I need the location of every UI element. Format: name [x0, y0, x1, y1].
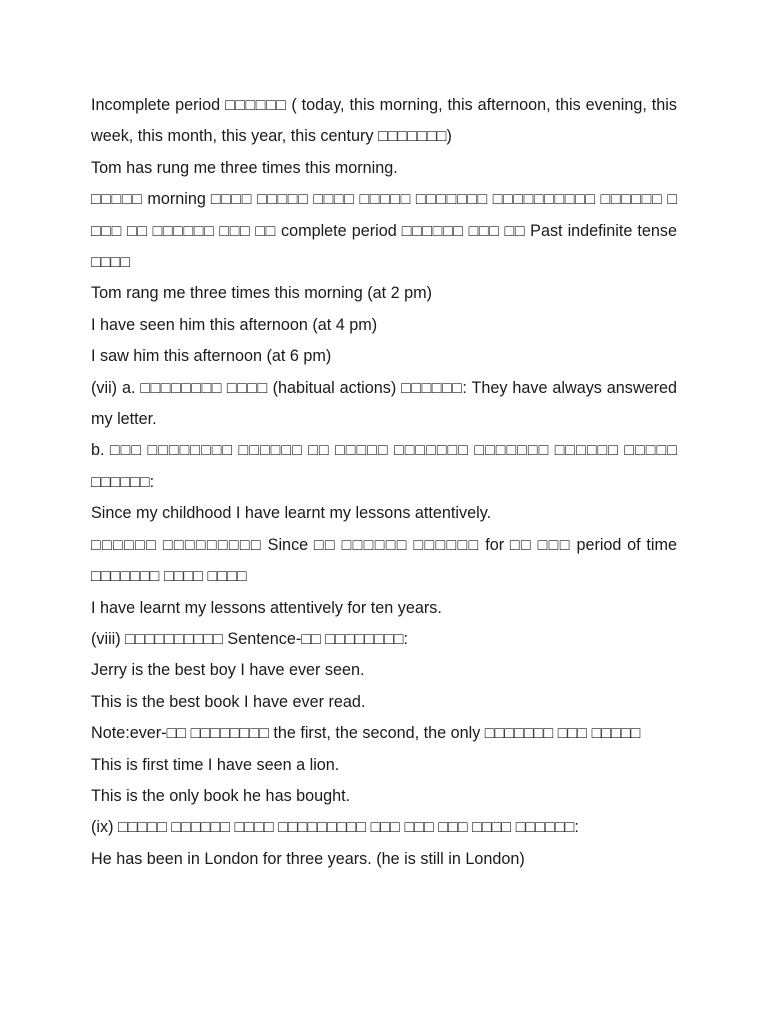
document-body [91, 90, 677, 875]
paragraph-incomplete-period: Incomplete period □□□□□□ ( today, this morning, this afternoon, this evening, this week, this month, this year, this century □□□□□□□) [91, 96, 677, 146]
example-since-childhood: Since my childhood I have learnt my lessons attentively. [91, 504, 492, 523]
example-only-book: This is the only book he has bought. [91, 786, 351, 805]
paragraph-vii-b: b. □□□ □□□□□□□□ □□□□□□ □□ □□□□□ □□□□□□□ □□□□□□□ □□□□□□ □□□□□ □□□□□□: [91, 441, 677, 491]
paragraph-ix: (ix) □□□□□ □□□□□□ □□□□ □□□□□□□□□ □□□ □□□ □□□ □□□□ □□□□□□: [91, 818, 579, 837]
example-saw-him: I saw him this afternoon (at 6 pm) [91, 347, 332, 366]
paragraph-note-ever: Note:ever-□□ □□□□□□□□ the first, the second, the only □□□□□□□ □□□ □□□□□ [91, 724, 641, 743]
example-jerry: Jerry is the best boy I have ever seen. [91, 661, 365, 680]
paragraph-morning-note: □□□□□ morning □□□□ □□□□□ □□□□ □□□□□ □□□□□□□ □□□□□□□□□□ □□□□□□ □ □□□ □□ □□□□□□ □□□ □□ complete period □□□□□□ □□□ □□ Past indefinite tense □□□□ [91, 190, 677, 272]
example-tom-has-rung: Tom has rung me three times this morning. [91, 158, 398, 177]
paragraph-since-for: □□□□□□ □□□□□□□□□ Since □□ □□□□□□ □□□□□□ for □□ □□□ period of time □□□□□□□ □□□□ □□□□ [91, 535, 677, 586]
example-have-seen: I have seen him this afternoon (at 4 pm) [91, 315, 378, 334]
example-tom-rang: Tom rang me three times this morning (at 2 pm) [91, 284, 432, 303]
example-first-time: This is first time I have seen a lion. [91, 755, 340, 774]
example-london: He has been in London for three years. (he is still in London) [91, 849, 525, 868]
example-ten-years: I have learnt my lessons attentively for ten years. [91, 598, 442, 617]
example-best-book: This is the best book I have ever read. [91, 692, 366, 711]
paragraph-viii: (viii) □□□□□□□□□□ Sentence-□□ □□□□□□□□: [91, 629, 408, 648]
paragraph-vii-a: (vii) a. □□□□□□□□ □□□□ (habitual actions) □□□□□□: They have always answered my letter. [91, 378, 677, 429]
